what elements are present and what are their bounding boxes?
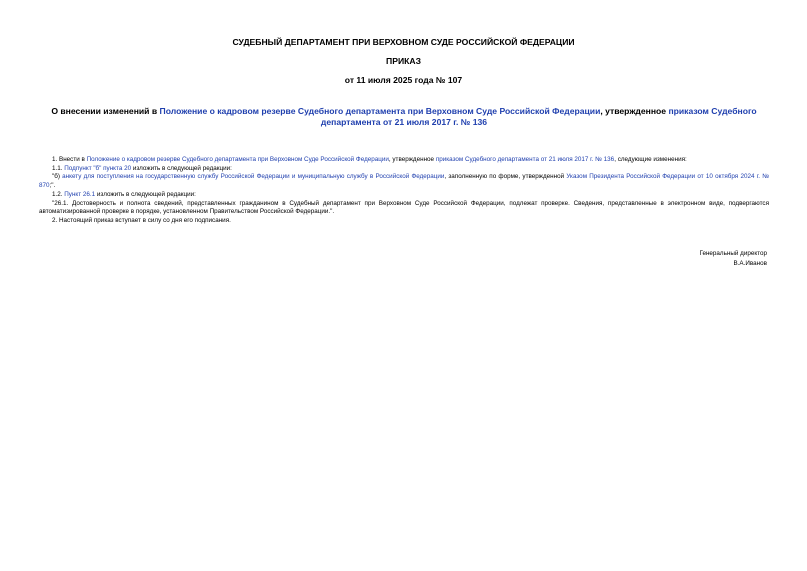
signature-name: В.А.Иванов [733,259,767,267]
signature-block [699,249,767,268]
p4-suffix: изложить в следующей редакции: [95,190,196,198]
p1-link-regulation[interactable]: Положение о кадровом резерве Судебного департамента при Верховном Суде Российской Федерации [86,156,389,163]
paragraph-quote-26-1: "26.1. Достоверность и полнота сведений, представленных гражданином в Судебный департамент при Верховном Суде Российской Федерации, подлежат проверке. Сведения, представленные в электронном виде, подвергаются автоматизированной проверке в порядке, установленном Правительством Российской Федерации.". [39,199,769,216]
document-date-number: от 11 июля 2025 года № 107 [344,75,463,85]
document-type-heading: ПРИКАЗ [386,56,421,66]
p2-link-subpoint[interactable]: Подпункт "б" пункта 20 [64,164,132,172]
p3-link-decree[interactable]: Указом Президента Российской Федерации от 10 октября 2024 г. № 870 [39,173,769,190]
organization-heading: СУДЕБНЫЙ ДЕПАРТАМЕНТ ПРИ ВЕРХОВНОМ СУДЕ РОССИЙСКОЙ ФЕДЕРАЦИИ [232,37,575,47]
paragraph-2: 2. Настоящий приказ вступает в силу со дня его подписания. [52,216,231,224]
p1-prefix: 1. Внести в [52,156,87,163]
p3-suffix: ;". [49,182,56,190]
document-title [34,106,774,127]
p1-suffix: , следующие изменения: [614,156,687,163]
title-link-order[interactable]: приказом Судебного департамента от 21 июля 2017 г. № 136 [320,106,757,127]
p2-prefix: 1.1. [52,164,65,172]
p1-middle: , утвержденное [388,156,436,163]
paragraph-1-2 [39,191,769,200]
title-middle: , утвержденное [600,106,669,116]
signature-position: Генеральный директор [699,250,767,257]
p4-prefix: 1.2. [52,190,65,198]
p2-suffix: изложить в следующей редакции: [131,164,232,172]
title-prefix: О внесении изменений в [51,106,160,116]
document-body [39,156,769,226]
paragraph-1 [39,156,769,165]
paragraph-quote-b [39,173,769,190]
p3-middle: , заполненную по форме, утвержденной [444,173,567,181]
p1-link-order[interactable]: приказом Судебного департамента от 21 июля 2017 г. № 136 [435,156,615,163]
p3-prefix: "б) [52,173,63,181]
title-link-regulation[interactable]: Положение о кадровом резерве Судебного департамента при Верховном Суде Российской Федерации [159,106,601,116]
p4-link-point[interactable]: Пункт 26.1 [64,190,96,198]
p3-link-questionnaire[interactable]: анкету для поступления на государственную службу Российской Федерации и муниципальную службу в Российской Федерации [62,173,445,181]
